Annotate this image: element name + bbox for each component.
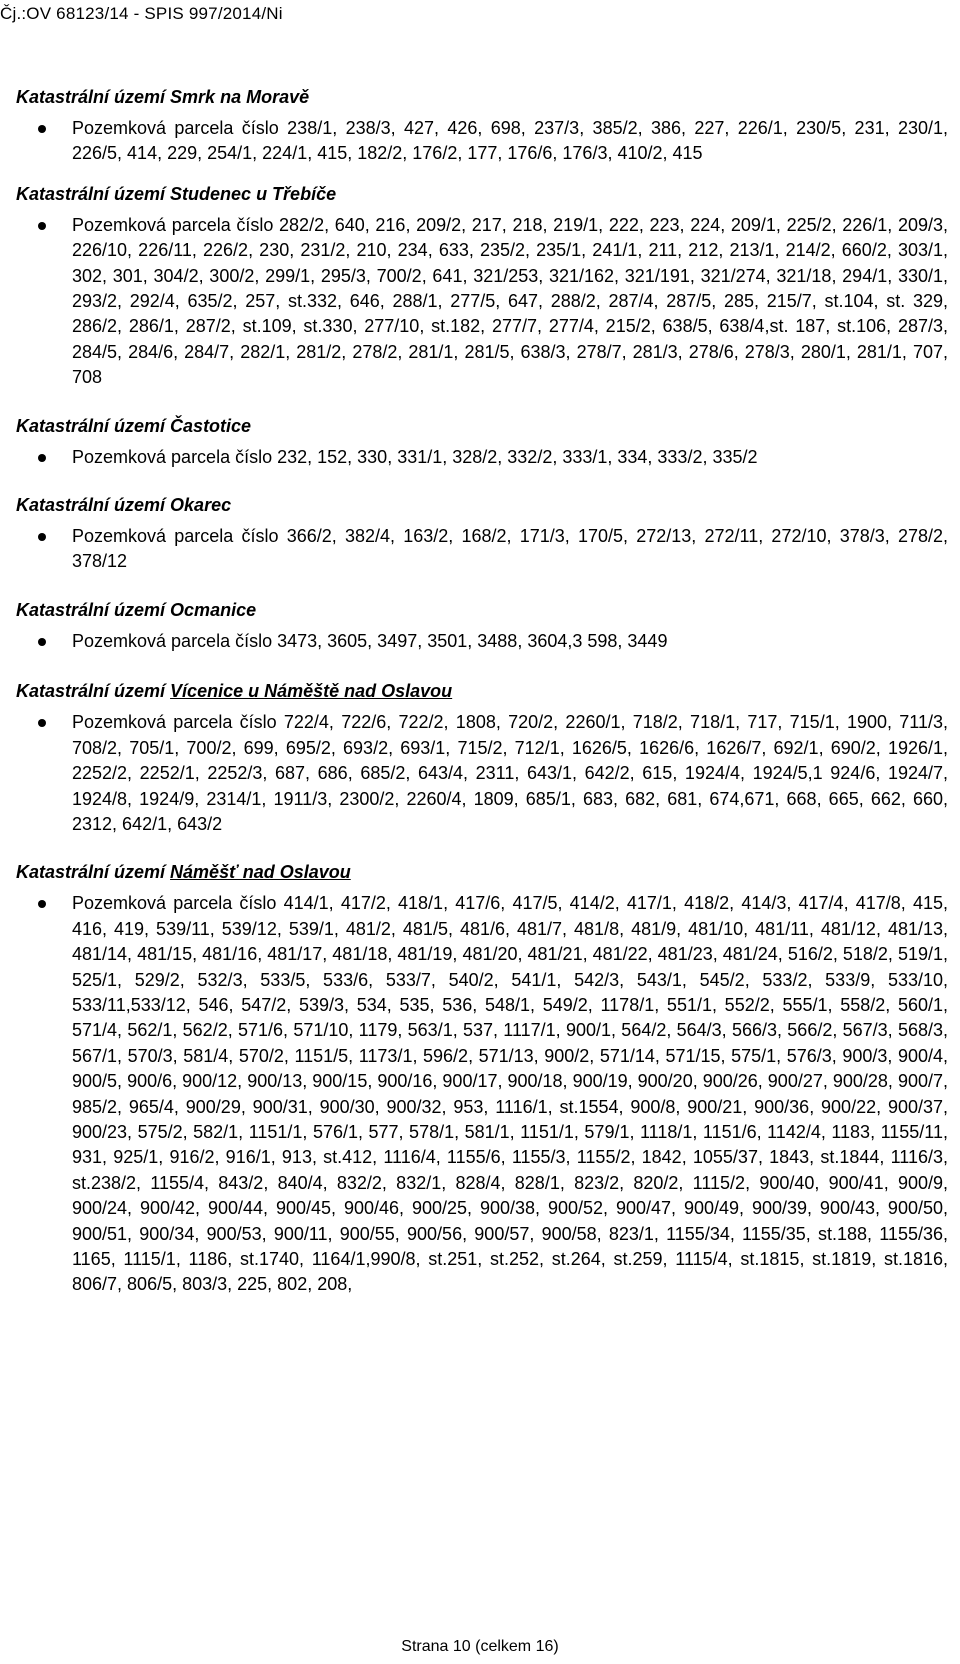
parcel-list-text: Pozemková parcela číslo 232, 152, 330, 331/1, 328/2, 332/2, 333/1, 334, 333/2, 335/2 bbox=[72, 446, 758, 467]
parcel-list-text: Pozemková parcela číslo 282/2, 640, 216, 209/2, 217, 218, 219/1, 222, 223, 224, 209/1, 225/2, 226/1, 209/3, 226/10, 226/11, 226/2, 230, 231/2, 210, 234, 633, 235/2, 235/1, 241/1, 211, 212, 213/1, 214/2, 660/2, 303/1, 302, 301, 304/2, 300/2, 299/1, 295/3, 700/2, 641, 321/253, 321/162, 321/191, 321/274, 321/18, 294/1, 330/1, 293/2, 292/4, 635/2, 257, st.332, 646, 288/1, 277/5, 647, 288/2, 287/4, 287/5, 285, 215/7, st.104, st. 329, 286/2, 286/1, 287/2, st.109, st.330, 277/10, st.182, 277/7, 277/4, 215/2, 638/5, 638/4,st. 187, st.106, 287/3, 284/5, 284/6, 284/7, 282/1, 281/2, 278/2, 281/1, 281/5, 638/3, 278/7, 281/3, 278/6, 278/3, 280/1, 281/1, 707, 708 bbox=[72, 214, 948, 388]
section-namest-nad-oslavou bbox=[16, 859, 948, 1298]
bullet-icon bbox=[38, 900, 46, 908]
document-content bbox=[16, 84, 948, 1298]
document-reference: Čj.:OV 68123/14 - SPIS 997/2014/Ni bbox=[0, 4, 283, 23]
list-item bbox=[16, 710, 948, 837]
section-vicenice-u-namneste bbox=[16, 678, 948, 837]
list-item bbox=[16, 213, 948, 391]
section-okarec bbox=[16, 492, 948, 575]
list-item bbox=[16, 445, 948, 470]
section-studenec-u-trebice bbox=[16, 181, 948, 391]
section-title-prefix: Katastrální území bbox=[16, 681, 171, 702]
section-smrk-na-morave bbox=[16, 84, 948, 167]
list-item bbox=[16, 891, 948, 1298]
parcel-list-text: Pozemková parcela číslo 366/2, 382/4, 163/2, 168/2, 171/3, 170/5, 272/13, 272/11, 272/10, 378/3, 278/2, 378/12 bbox=[72, 526, 948, 572]
bullet-icon bbox=[38, 125, 46, 133]
section-title-prefix: Katastrální území bbox=[16, 862, 171, 883]
section-title-underlined: Náměšť nad Oslavou bbox=[170, 862, 351, 883]
section-title: Katastrální území Smrk na Moravě bbox=[16, 87, 310, 107]
page-number-footer: Strana 10 (celkem 16) bbox=[401, 1638, 559, 1655]
section-title-underlined: Vícenice u Náměště nad Oslavou bbox=[170, 681, 453, 702]
section-castotice bbox=[16, 413, 948, 470]
list-item bbox=[16, 116, 948, 167]
section-ocmanice bbox=[16, 597, 948, 654]
section-title: Katastrální území Studenec u Třebíče bbox=[16, 183, 337, 204]
bullet-icon bbox=[38, 719, 46, 727]
section-title bbox=[16, 678, 948, 704]
parcel-list-text: Pozemková parcela číslo 3473, 3605, 3497, 3501, 3488, 3604,3 598, 3449 bbox=[72, 630, 668, 651]
parcel-list-text: Pozemková parcela číslo 722/4, 722/6, 722/2, 1808, 720/2, 2260/1, 718/2, 718/1, 717, 715/1, 1900, 711/3, 708/2, 705/1, 700/2, 699, 695/2, 693/2, 693/1, 715/2, 712/1, 1626/5, 1626/6, 1626/7, 692/1, 690/2, 1926/1, 2252/2, 2252/1, 2252/3, 687, 686, 685/2, 643/4, 2311, 643/1, 642/2, 615, 1924/4, 1924/5,1 924/6, 1924/7, 1924/8, 1924/9, 2314/1, 1911/3, 2300/2, 2260/4, 1809, 685/1, 683, 682, 681, 674,671, 668, 665, 662, 660, 2312, 642/1, 643/2 bbox=[72, 712, 948, 834]
section-title: Katastrální území Okarec bbox=[16, 495, 232, 516]
bullet-icon bbox=[38, 454, 46, 462]
parcel-list-text: Pozemková parcela číslo 238/1, 238/3, 427, 426, 698, 237/3, 385/2, 386, 227, 226/1, 230/5, 231, 230/1, 226/5, 414, 229, 254/1, 224/1, 415, 182/2, 176/2, 177, 176/6, 176/3, 410/2, 415 bbox=[72, 118, 948, 164]
section-title: Katastrální území Ocmanice bbox=[16, 599, 257, 620]
bullet-icon bbox=[38, 638, 46, 646]
list-item bbox=[16, 629, 948, 654]
bullet-icon bbox=[38, 222, 46, 230]
section-title: Katastrální území Častotice bbox=[16, 415, 252, 436]
list-item bbox=[16, 524, 948, 575]
section-title bbox=[16, 859, 948, 885]
bullet-icon bbox=[38, 533, 46, 541]
parcel-list-text: Pozemková parcela číslo 414/1, 417/2, 418/1, 417/6, 417/5, 414/2, 417/1, 418/2, 414/3, 417/4, 417/8, 415, 416, 419, 539/11, 539/12, 539/1, 481/2, 481/5, 481/6, 481/7, 481/8, 481/9, 481/10, 481/11, 481/12, 481/13, 481/14, 481/15, 481/16, 481/17, 481/18, 481/19, 481/20, 481/21, 481/22, 481/23, 481/24, 516/2, 518/2, 519/1, 525/1, 529/2, 532/3, 533/5, 533/6, 533/7, 540/2, 541/1, 542/3, 543/1, 545/2, 533/2, 533/9, 533/10, 533/11,533/12, 546, 547/2, 539/3, 534, 535, 536, 548/1, 549/2, 1178/1, 551/1, 552/2, 555/1, 558/2, 560/1, 571/4, 562/1, 562/2, 571/6, 571/10, 1179, 563/1, 537, 1117/1, 900/1, 564/2, 564/3, 566/3, 566/2, 567/3, 568/3, 567/1, 570/3, 581/4, 570/2, 1151/5, 1173/1, 596/2, 571/13, 900/2, 571/14, 571/15, 575/1, 576/3, 900/3, 900/4, 900/5, 900/6, 900/12, 900/13, 900/15, 900/16, 900/17, 900/18, 900/19, 900/20, 900/26, 900/27, 900/28, 900/7, 985/2, 965/4, 900/29, 900/31, 900/30, 900/32, 953, 1116/1, st.1554, 900/8, 900/21, 900/36, 900/22, 900/37, 900/23, 575/2, 582/1, 1151/1, 576/1, 577, 578/1, 581/1, 1151/1, 579/1, 1118/1, 1151/6, 1142/4, 1183, 1155/11, 931, 925/1, 916/2, 916/1, 913, st.412, 1116/4, 1155/6, 1155/3, 1155/2, 1842, 1055/37, 1843, st.1844, 1116/3, st.238/2, 1155/4, 843/2, 840/4, 832/2, 832/1, 828/4, 828/1, 823/2, 820/2, 1115/2, 900/40, 900/41, 900/9, 900/24, 900/42, 900/44, 900/45, 900/46, 900/25, 900/38, 900/52, 900/47, 900/49, 900/39, 900/43, 900/50, 900/51, 900/34, 900/53, 900/11, 900/55, 900/56, 900/57, 900/58, 823/1, 1155/34, 1155/35, st.188, 1155/36, 1165, 1115/1, 1186, st.1740, 1164/1,990/8, st.251, st.252, st.264, st.259, 1115/4, st.1815, st.1819, st.1816, 806/7, 806/5, 803/3, 225, 802, 208, bbox=[72, 893, 948, 1295]
